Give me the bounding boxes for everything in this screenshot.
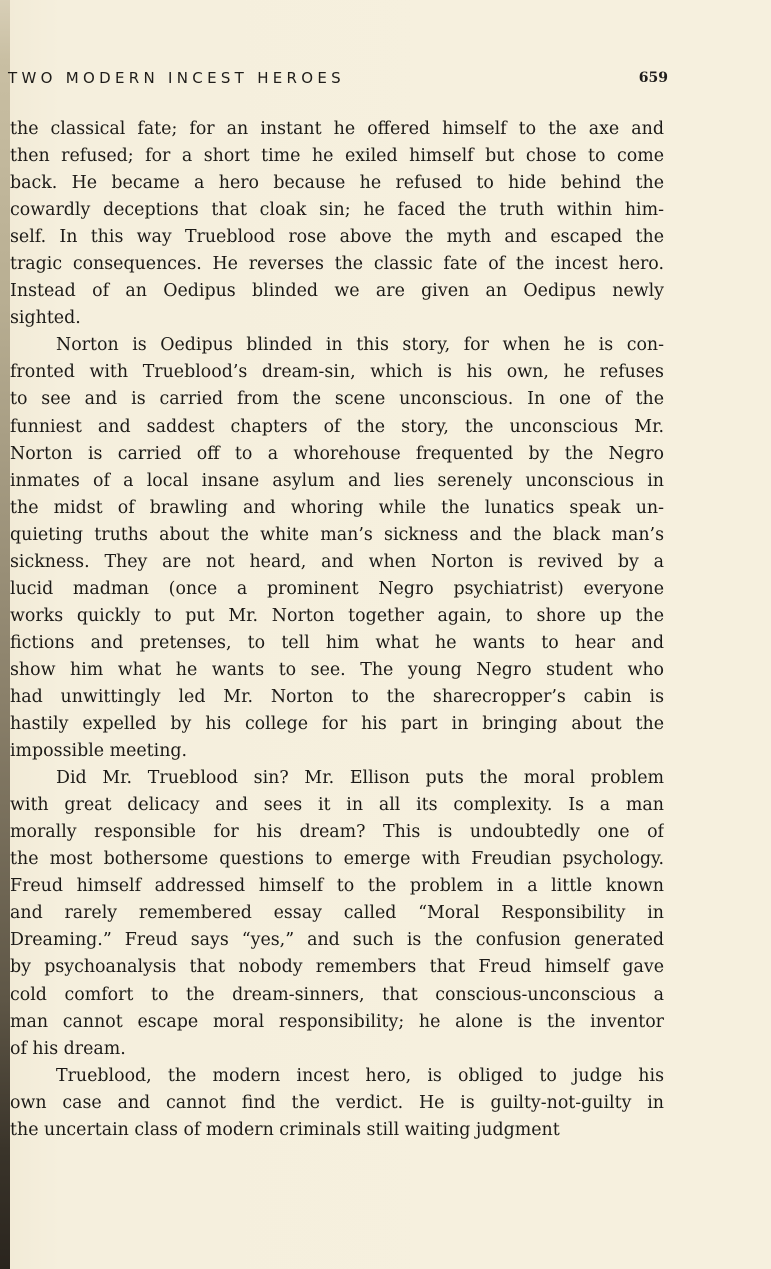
text-line: Freud himself addressed himself to the problem in a little known: [10, 876, 664, 897]
text-line: quieting truths about the white man’s sickness and the black man’s: [10, 524, 664, 545]
text-line: works quickly to put Mr. Norton together again, to shore up the: [10, 605, 664, 626]
paragraph: [10, 116, 664, 332]
text-line: cowardly deceptions that cloak sin; he faced the truth within him-: [10, 200, 664, 221]
text-line: Norton is carried off to a whorehouse frequented by the Negro: [10, 443, 664, 464]
body-text: [10, 116, 664, 1144]
text-line: back. He became a hero because he refused to hide behind the: [10, 173, 664, 194]
text-line: morally responsible for his dream? This is undoubtedly one of: [10, 822, 664, 843]
text-line: lucid madman (once a prominent Negro psychiatrist) everyone: [10, 578, 664, 599]
text-line: sickness. They are not heard, and when Norton is revived by a: [10, 551, 664, 572]
text-line: show him what he wants to see. The young Negro student who: [10, 659, 664, 680]
text-line: to see and is carried from the scene unconscious. In one of the: [10, 389, 664, 410]
text-line: had unwittingly led Mr. Norton to the sharecropper’s cabin is: [10, 686, 664, 707]
text-line: impossible meeting.: [10, 741, 188, 762]
text-line: cold comfort to the dream-sinners, that conscious-unconscious a: [10, 984, 664, 1005]
paragraph: [10, 332, 664, 765]
text-line: the classical fate; for an instant he offered himself to the axe and: [10, 119, 664, 139]
paragraph: [10, 1063, 664, 1144]
text-line: fictions and pretenses, to tell him what he wants to hear and: [10, 632, 664, 653]
text-line: by psychoanalysis that nobody remembers that Freud himself gave: [10, 957, 664, 978]
text-line: Trueblood, the modern incest hero, is obliged to judge his: [56, 1065, 664, 1086]
page-header: [8, 66, 668, 90]
page-number: 659: [638, 70, 668, 86]
binding-gutter-shadow: [0, 0, 10, 1269]
text-line: fronted with Trueblood’s dream-sin, which is his own, he refuses: [10, 362, 664, 383]
running-title: TWO MODERN INCEST HEROES: [8, 69, 345, 87]
text-line: own case and cannot find the verdict. He is guilty-not-guilty in: [10, 1092, 664, 1113]
text-line: of his dream.: [10, 1038, 126, 1059]
text-line: then refused; for a short time he exiled himself but chose to come: [10, 146, 664, 167]
text-line: the most bothersome questions to emerge with Freudian psychology.: [10, 849, 664, 870]
text-line: man cannot escape moral responsibility; he alone is the inventor: [10, 1011, 664, 1032]
paragraph: [10, 765, 664, 1063]
text-line: with great delicacy and sees it in all its complexity. Is a man: [10, 795, 664, 816]
text-line: Instead of an Oedipus blinded we are given an Oedipus newly: [10, 281, 664, 302]
text-line: funniest and saddest chapters of the story, the unconscious Mr.: [10, 416, 664, 437]
text-line: Dreaming.” Freud says “yes,” and such is the confusion generated: [10, 930, 664, 951]
text-line: self. In this way Trueblood rose above the myth and escaped the: [10, 227, 664, 248]
text-line: Norton is Oedipus blinded in this story, for when he is con-: [56, 335, 664, 356]
text-line: and rarely remembered essay called “Moral Responsibility in: [10, 903, 664, 924]
text-line: Did Mr. Trueblood sin? Mr. Ellison puts the moral problem: [56, 768, 664, 789]
text-line: sighted.: [10, 308, 81, 329]
text-line: hastily expelled by his college for his part in bringing about the: [10, 714, 664, 735]
text-line: the uncertain class of modern criminals still waiting judgment: [10, 1119, 560, 1140]
text-line: inmates of a local insane asylum and lies serenely unconscious in: [10, 470, 664, 491]
text-line: the midst of brawling and whoring while the lunatics speak un-: [10, 497, 664, 518]
text-line: tragic consequences. He reverses the classic fate of the incest hero.: [10, 254, 664, 275]
